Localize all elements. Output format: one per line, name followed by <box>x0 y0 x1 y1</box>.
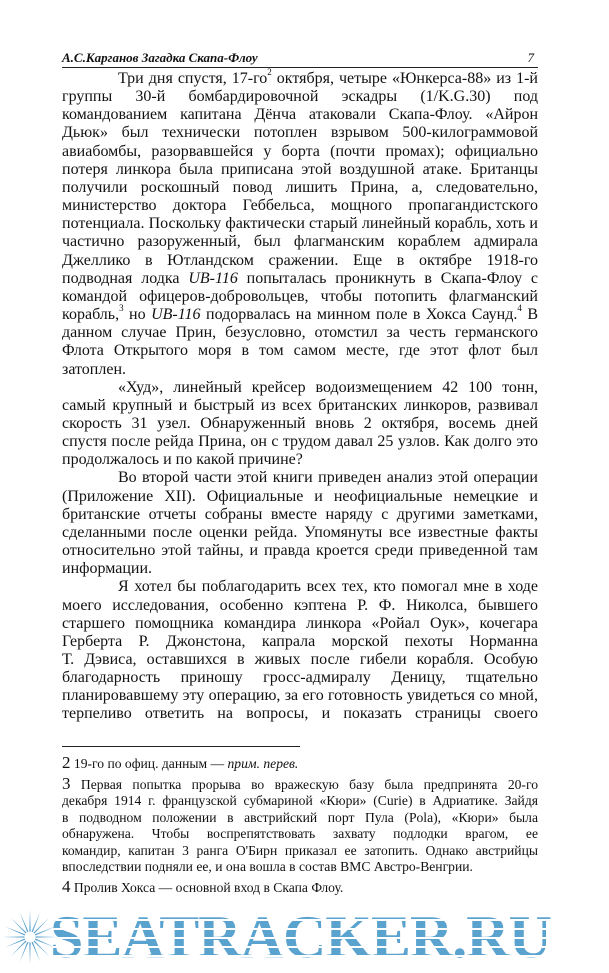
text-line <box>62 397 538 415</box>
text-line <box>62 705 538 723</box>
page-number: 7 <box>527 50 534 65</box>
text-run: командой офицеров-добровольцев, чтобы потопить флагманский <box>62 287 538 305</box>
text-run: Три дня спустя, 17-го <box>118 70 268 87</box>
text-line <box>62 233 538 251</box>
text-line <box>62 506 538 524</box>
text-run: октября, четыре «Юнкерса-88» из 1-й <box>271 70 538 87</box>
text-line <box>62 415 538 433</box>
starburst-ray <box>5 938 25 947</box>
text-run: старшего помощника командира линкора «Ройал Оук», кочегара <box>62 614 538 632</box>
footnote-line <box>62 752 538 772</box>
text-line <box>62 542 538 560</box>
text-line <box>62 143 538 161</box>
text-line <box>62 324 538 342</box>
text-line <box>62 615 538 633</box>
footnote-line <box>62 776 538 793</box>
text-run: министерство доктора Геббельса, мощного пропагандистского <box>62 197 538 215</box>
text-line <box>62 161 538 179</box>
starburst-ray <box>33 918 49 934</box>
text-run: прим. перев. <box>227 755 299 771</box>
text-run: «Худ», линейный крейсер водоизмещением 42 100 тонн, <box>118 378 538 396</box>
paragraph <box>62 469 538 578</box>
text-run: подорвалась на минном поле в Хокса Саунд. <box>200 306 518 324</box>
text-run: Т. Дэвиса, оставшихся в живых после гибели корабля. Особую <box>62 651 538 668</box>
text-line <box>62 288 538 306</box>
footnote-ref[interactable]: 2 <box>267 67 272 77</box>
text-run: данном случае Прин, безусловно, отомстил за честь германского <box>62 324 538 342</box>
starburst-ray <box>32 912 41 932</box>
text-line <box>62 252 538 270</box>
footnote-line <box>62 810 538 826</box>
text-run: группы 30-й бомбардировочной эскадры (1/K.G.30) под <box>62 88 538 106</box>
footnote-line <box>62 793 538 809</box>
body-text <box>62 67 539 724</box>
starburst-ray <box>29 910 30 932</box>
text-run: В <box>521 306 538 324</box>
footnotes <box>62 752 538 897</box>
text-line <box>62 197 538 215</box>
text-run: Первая попытка прорыва во вражескую базу была предпринята 20-го <box>70 777 538 793</box>
starburst-ray <box>20 912 29 932</box>
starburst-ray <box>3 936 25 937</box>
text-run: Джеллико в Ютландском сражении. Еще в октябре 1918-го <box>62 251 538 269</box>
text-run: Дьюк» был технически потоплен взрывом 500-килограммовой <box>62 124 538 142</box>
text-run: сделанными после оценки рейда. Упомянуты все известные факты <box>62 523 538 541</box>
text-run: частично разоруженный, был флагманским кораблем адмирала <box>62 233 538 251</box>
text-run: спустя после рейда Прина, он с трудом давал 25 узлов. Как долго это <box>62 433 538 451</box>
footnote-line <box>62 826 538 842</box>
footnote-divider <box>62 746 300 747</box>
text-line <box>62 270 538 288</box>
footnote-line <box>62 859 538 875</box>
text-run: UB-116 <box>188 269 238 287</box>
text-line <box>62 578 538 596</box>
text-line <box>62 488 538 506</box>
text-line <box>62 597 538 615</box>
text-line <box>62 361 538 379</box>
text-run: командир, капитан 3 ранга О'Бирн приказал ее затопить. Однако австрийцы <box>62 842 538 858</box>
text-line <box>62 106 538 124</box>
text-run: подводная лодка <box>62 269 189 287</box>
footnote-line <box>62 843 538 859</box>
text-run: Во второй части этой книги приведен анализ этой операции <box>118 469 538 487</box>
text-run: Пролив Хокса — основной вход в Скапа Флоу. <box>70 880 344 896</box>
footnote-line <box>62 879 538 896</box>
header-title: А.С.Карганов Загадка Скапа-Флоу <box>62 50 258 65</box>
text-line <box>62 124 538 142</box>
text-line <box>62 303 538 324</box>
text-line <box>62 633 538 651</box>
text-run: попыталась проникнуть в Скапа-Флоу с <box>237 269 539 287</box>
text-run: (Приложение XII). Официальные и неофициальные немецкие и <box>62 487 538 505</box>
text-run: декабря 1914 г. французской субмариной «Кюри» (Curie) в Адриатике. Зайдя <box>62 793 538 809</box>
text-run: Я хотел бы поблагодарить всех тех, кто помогал мне в ходе <box>118 578 538 596</box>
text-run: британские отчеты собраны вместе наряду с другими заметками, <box>62 505 538 523</box>
text-line <box>62 524 538 542</box>
running-header <box>62 50 538 68</box>
text-run: относительно этой тайны, и правда кроется среди приведенной там <box>62 542 538 560</box>
text-line <box>62 651 538 669</box>
text-run: впоследствии подняли ее, и она вошла в состав ВМС Австро-Венгрии. <box>62 859 473 875</box>
text-run: моего исследования, особенно кэптена Р. Ф. Николса, бывшего <box>62 596 538 614</box>
watermark <box>0 903 609 973</box>
footnote-number: 2 <box>62 752 71 772</box>
text-run: 19-го по офиц. данным — <box>70 755 228 771</box>
text-run: Флота Открытого моря в том самом месте, где этот флот был <box>62 342 538 360</box>
footnote <box>62 776 538 875</box>
text-line <box>62 669 538 687</box>
text-run: корабль, <box>62 306 120 324</box>
paragraph <box>62 67 539 379</box>
text-run: самый крупный и быстрый из всех британских линкоров, развивал <box>62 396 538 414</box>
text-run: но <box>123 306 152 324</box>
text-line <box>62 88 538 106</box>
watermark-text: SEATRACKER.RU <box>50 903 551 970</box>
text-run: Герберта Р. Джонстона, капрала морской пехоты Норманна <box>62 632 538 650</box>
paragraph <box>62 379 538 470</box>
footnote-ref[interactable]: 3 <box>119 303 124 314</box>
text-line <box>62 215 538 233</box>
footnote-number: 4 <box>62 877 71 897</box>
text-line <box>62 342 538 360</box>
text-run: в подводном положении в австрийский порт Пула (Pola), «Кюри» была <box>62 809 538 825</box>
text-run: обнаружена. Чтобы воспрепятствовать захвату подлодки врагом, ее <box>62 826 538 842</box>
paragraph <box>62 578 538 723</box>
text-line <box>62 451 538 469</box>
text-run: командованием капитана Дёнча атаковали Скапа-Флоу. «Айрон <box>62 106 538 124</box>
starburst-ray <box>33 940 49 956</box>
text-run: информации. <box>62 560 153 578</box>
starburst-ray <box>11 918 27 934</box>
text-line <box>62 687 538 705</box>
text-run: получили роскошный повод лишить Прина, а, следовательно, <box>62 178 538 196</box>
text-run: скорость 31 узел. Обнаруженный вновь 2 октября, восемь дней <box>62 414 538 432</box>
text-run: планировавшему эту операцию, за его готовность увидеться со мной, <box>62 687 538 705</box>
text-line <box>62 469 538 487</box>
starburst-ray <box>11 940 27 956</box>
text-run: потенциала. Поскольку фактически старый линейный корабль, хоть и <box>62 215 538 233</box>
starburst-ray <box>29 942 30 964</box>
text-run: благодарность приношу гросс-адмиралу Деницу, тщательно <box>62 669 538 687</box>
text-line <box>62 433 538 451</box>
footnote-ref[interactable]: 4 <box>517 303 522 314</box>
text-run: продолжалось и по какой причине? <box>62 451 303 469</box>
text-run: авиабомбы, разорвавшейся у борта (почти промах); официально <box>62 142 538 160</box>
text-line <box>62 67 538 88</box>
text-run: UB-116 <box>151 306 201 324</box>
text-line <box>62 179 538 197</box>
text-run: затоплен. <box>62 360 126 378</box>
starburst-ray <box>5 927 25 936</box>
text-line <box>62 560 538 578</box>
text-line <box>62 379 538 397</box>
footnote-number: 3 <box>62 774 71 794</box>
text-run: потеря линкора была приписана этой воздушной атаке. Британцы <box>62 160 538 178</box>
text-run: терпеливо ответить на вопросы, и показать страницы своего <box>62 705 538 723</box>
footnote <box>62 879 538 896</box>
footnote <box>62 752 538 772</box>
